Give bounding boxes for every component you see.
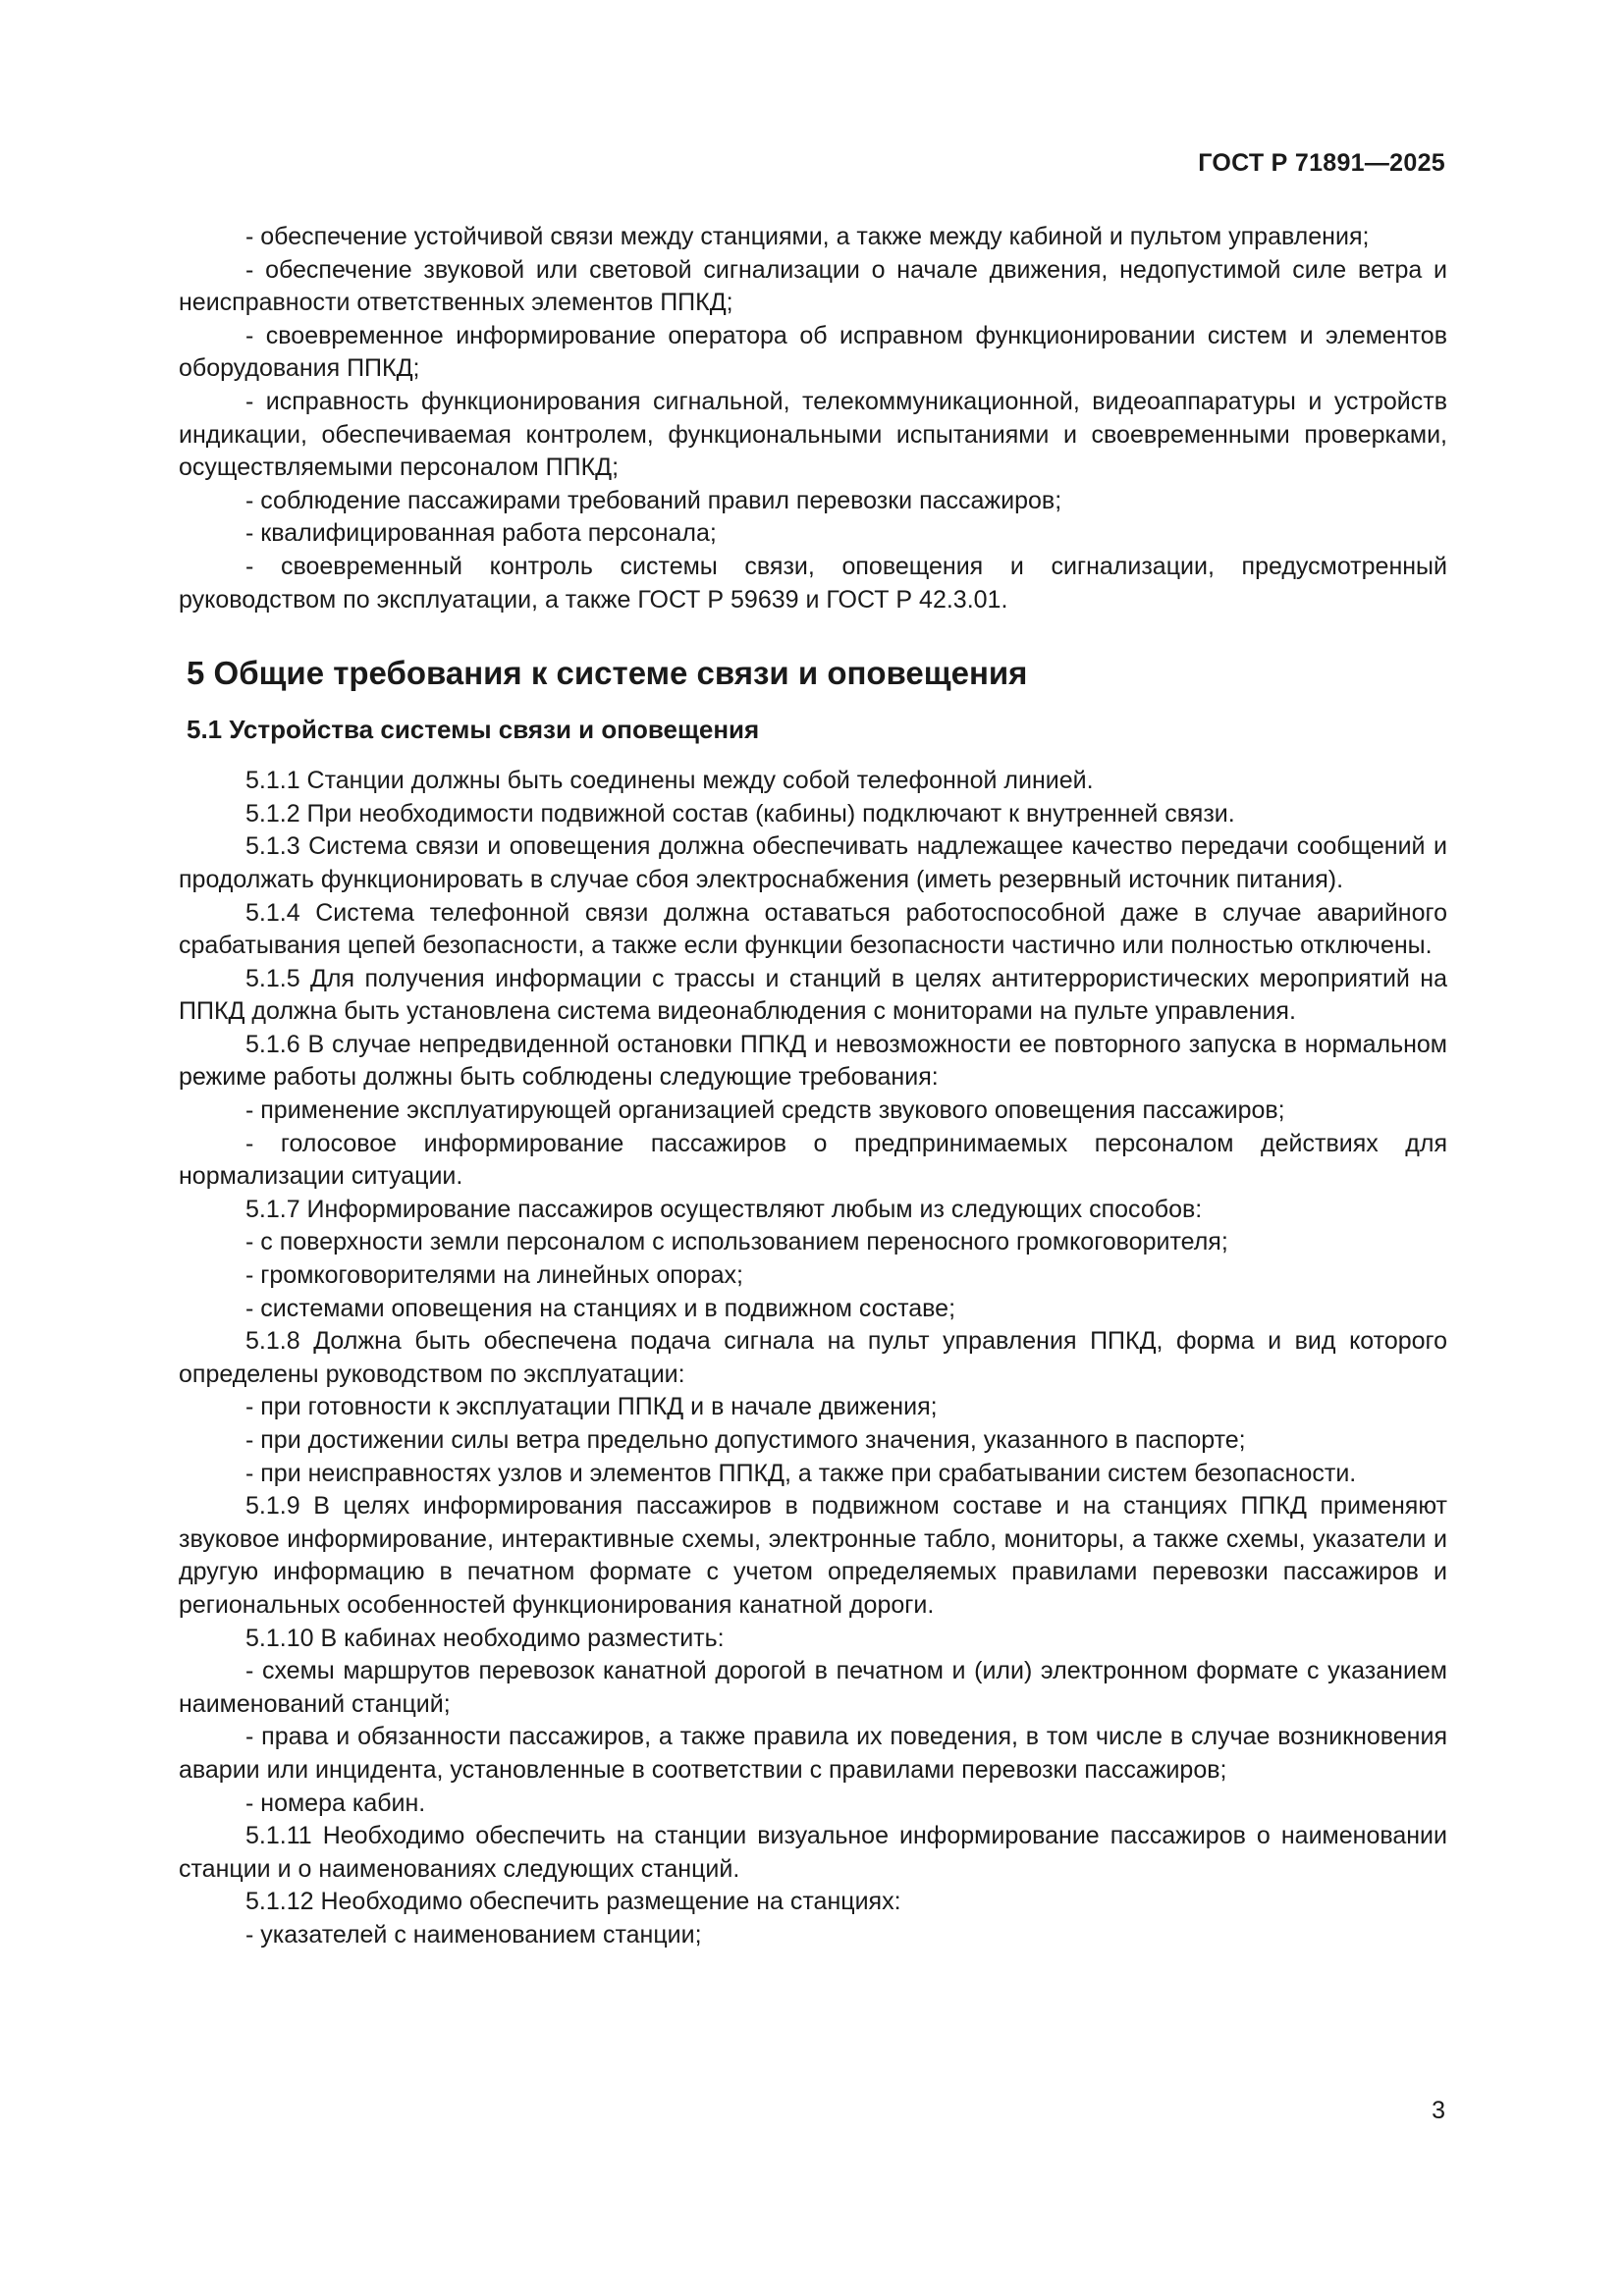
paragraph: - при достижении силы ветра предельно допустимого значения, указанного в паспорте;: [245, 1426, 1246, 1454]
paragraph: - указателей с наименованием станции;: [245, 1920, 702, 1949]
paragraph: - с поверхности земли персоналом с использованием переносного громкоговорителя;: [245, 1228, 1228, 1256]
paragraph: - системами оповещения на станциях и в подвижном составе;: [245, 1294, 956, 1322]
paragraph: 5.1.2 При необходимости подвижной состав (кабины) подключают к внутренней связи.: [245, 799, 1235, 828]
section-title: 5 Общие требования к системе связи и оповещения: [187, 655, 1028, 692]
paragraph: - номера кабин.: [245, 1789, 426, 1817]
paragraph: - громкоговорителями на линейных опорах;: [245, 1261, 743, 1290]
paragraph: 5.1.6 В случае непредвиденной остановки ППКД и невозможности ее повторного запуска в нормальном режиме работы должны быть соблюдены следующие требования:: [179, 1030, 1447, 1092]
list-item: - своевременное информирование оператора об исправном функционировании систем и элементов оборудования ППКД;: [179, 321, 1447, 383]
list-item: - обеспечение устойчивой связи между станциями, а также между кабиной и пультом управления;: [245, 223, 1370, 250]
paragraph: 5.1.5 Для получения информации с трассы и станций в целях антитеррористических мероприятий на ППКД должна быть установлена система видеонаблюдения с мониторами на пульте управления.: [179, 964, 1447, 1026]
paragraph: 5.1.8 Должна быть обеспечена подача сигнала на пульт управления ППКД, форма и вид которого определены руководством по эксплуатации:: [179, 1327, 1447, 1388]
page-content: [179, 221, 1447, 1952]
paragraph: 5.1.3 Система связи и оповещения должна обеспечивать надлежащее качество передачи сообщений и продолжать функционировать в случае сбоя электроснабжения (иметь резервный источник питания).: [179, 832, 1447, 893]
list-item: - квалифицированная работа персонала;: [245, 519, 717, 548]
page-number: 3: [1432, 2097, 1445, 2124]
paragraph: 5.1.11 Необходимо обеспечить на станции визуальное информирование пассажиров о наименовании станции и о наименованиях следующих станций.: [179, 1822, 1447, 1883]
list-item: - исправность функционирования сигнальной, телекоммуникационной, видеоаппаратуры и устройств индикации, обеспечиваемая контролем, функциональными испытаниями и своевременными проверками, осуществляемыми персоналом ППКД;: [179, 387, 1447, 482]
list-item: - соблюдение пассажирами требований правил перевозки пассажиров;: [245, 486, 1062, 514]
paragraph: - голосовое информирование пассажиров о предпринимаемых персоналом действиях для нормализации ситуации.: [179, 1129, 1447, 1191]
paragraph: - применение эксплуатирующей организацией средств звукового оповещения пассажиров;: [245, 1096, 1285, 1125]
paragraph: - при готовности к эксплуатации ППКД и в начале движения;: [245, 1393, 938, 1421]
paragraph: - схемы маршрутов перевозок канатной дорогой в печатном и (или) электронном формате с указанием наименований станций;: [179, 1657, 1447, 1718]
paragraph: - права и обязанности пассажиров, а также правила их поведения, в том числе в случае возникновения аварии или инцидента, установленные в соответствии с правилами перевозки пассажиров;: [179, 1723, 1447, 1784]
requirements-list: [179, 221, 1447, 616]
paragraph: 5.1.10 В кабинах необходимо разместить:: [245, 1624, 725, 1652]
list-item: - своевременный контроль системы связи, оповещения и сигнализации, предусмотренный руководством по эксплуатации, а также ГОСТ Р 59639 и ГОСТ Р 42.3.01.: [179, 552, 1447, 614]
subsection-title: 5.1 Устройства системы связи и оповещения: [187, 715, 760, 745]
list-item: - обеспечение звуковой или световой сигнализации о начале движения, недопустимой силе ветра и неисправности ответственных элементов ППКД;: [179, 255, 1447, 317]
paragraph: 5.1.1 Станции должны быть соединены между собой телефонной линией.: [245, 767, 1094, 795]
paragraph: 5.1.12 Необходимо обеспечить размещение на станциях:: [245, 1888, 901, 1916]
paragraph: 5.1.9 В целях информирования пассажиров в подвижном составе и на станциях ППКД применяют звуковое информирование, интерактивные схемы, электронные табло, мониторы, а также схемы, указатели и другую информацию в печатном формате с учетом определяемых правилами перевозки пассажиров и региональных особенностей функционирования канатной дороги.: [179, 1492, 1447, 1619]
document-header: ГОСТ Р 71891—2025: [1198, 149, 1445, 177]
paragraph: 5.1.4 Система телефонной связи должна оставаться работоспособной даже в случае аварийного срабатывания цепей безопасности, а также если функции безопасности частично или полностью отключены.: [179, 898, 1447, 960]
paragraph: 5.1.7 Информирование пассажиров осуществляют любым из следующих способов:: [245, 1195, 1203, 1223]
paragraph: - при неисправностях узлов и элементов ППКД, а также при срабатывании систем безопасности.: [245, 1459, 1357, 1487]
section-body: [179, 765, 1447, 1951]
